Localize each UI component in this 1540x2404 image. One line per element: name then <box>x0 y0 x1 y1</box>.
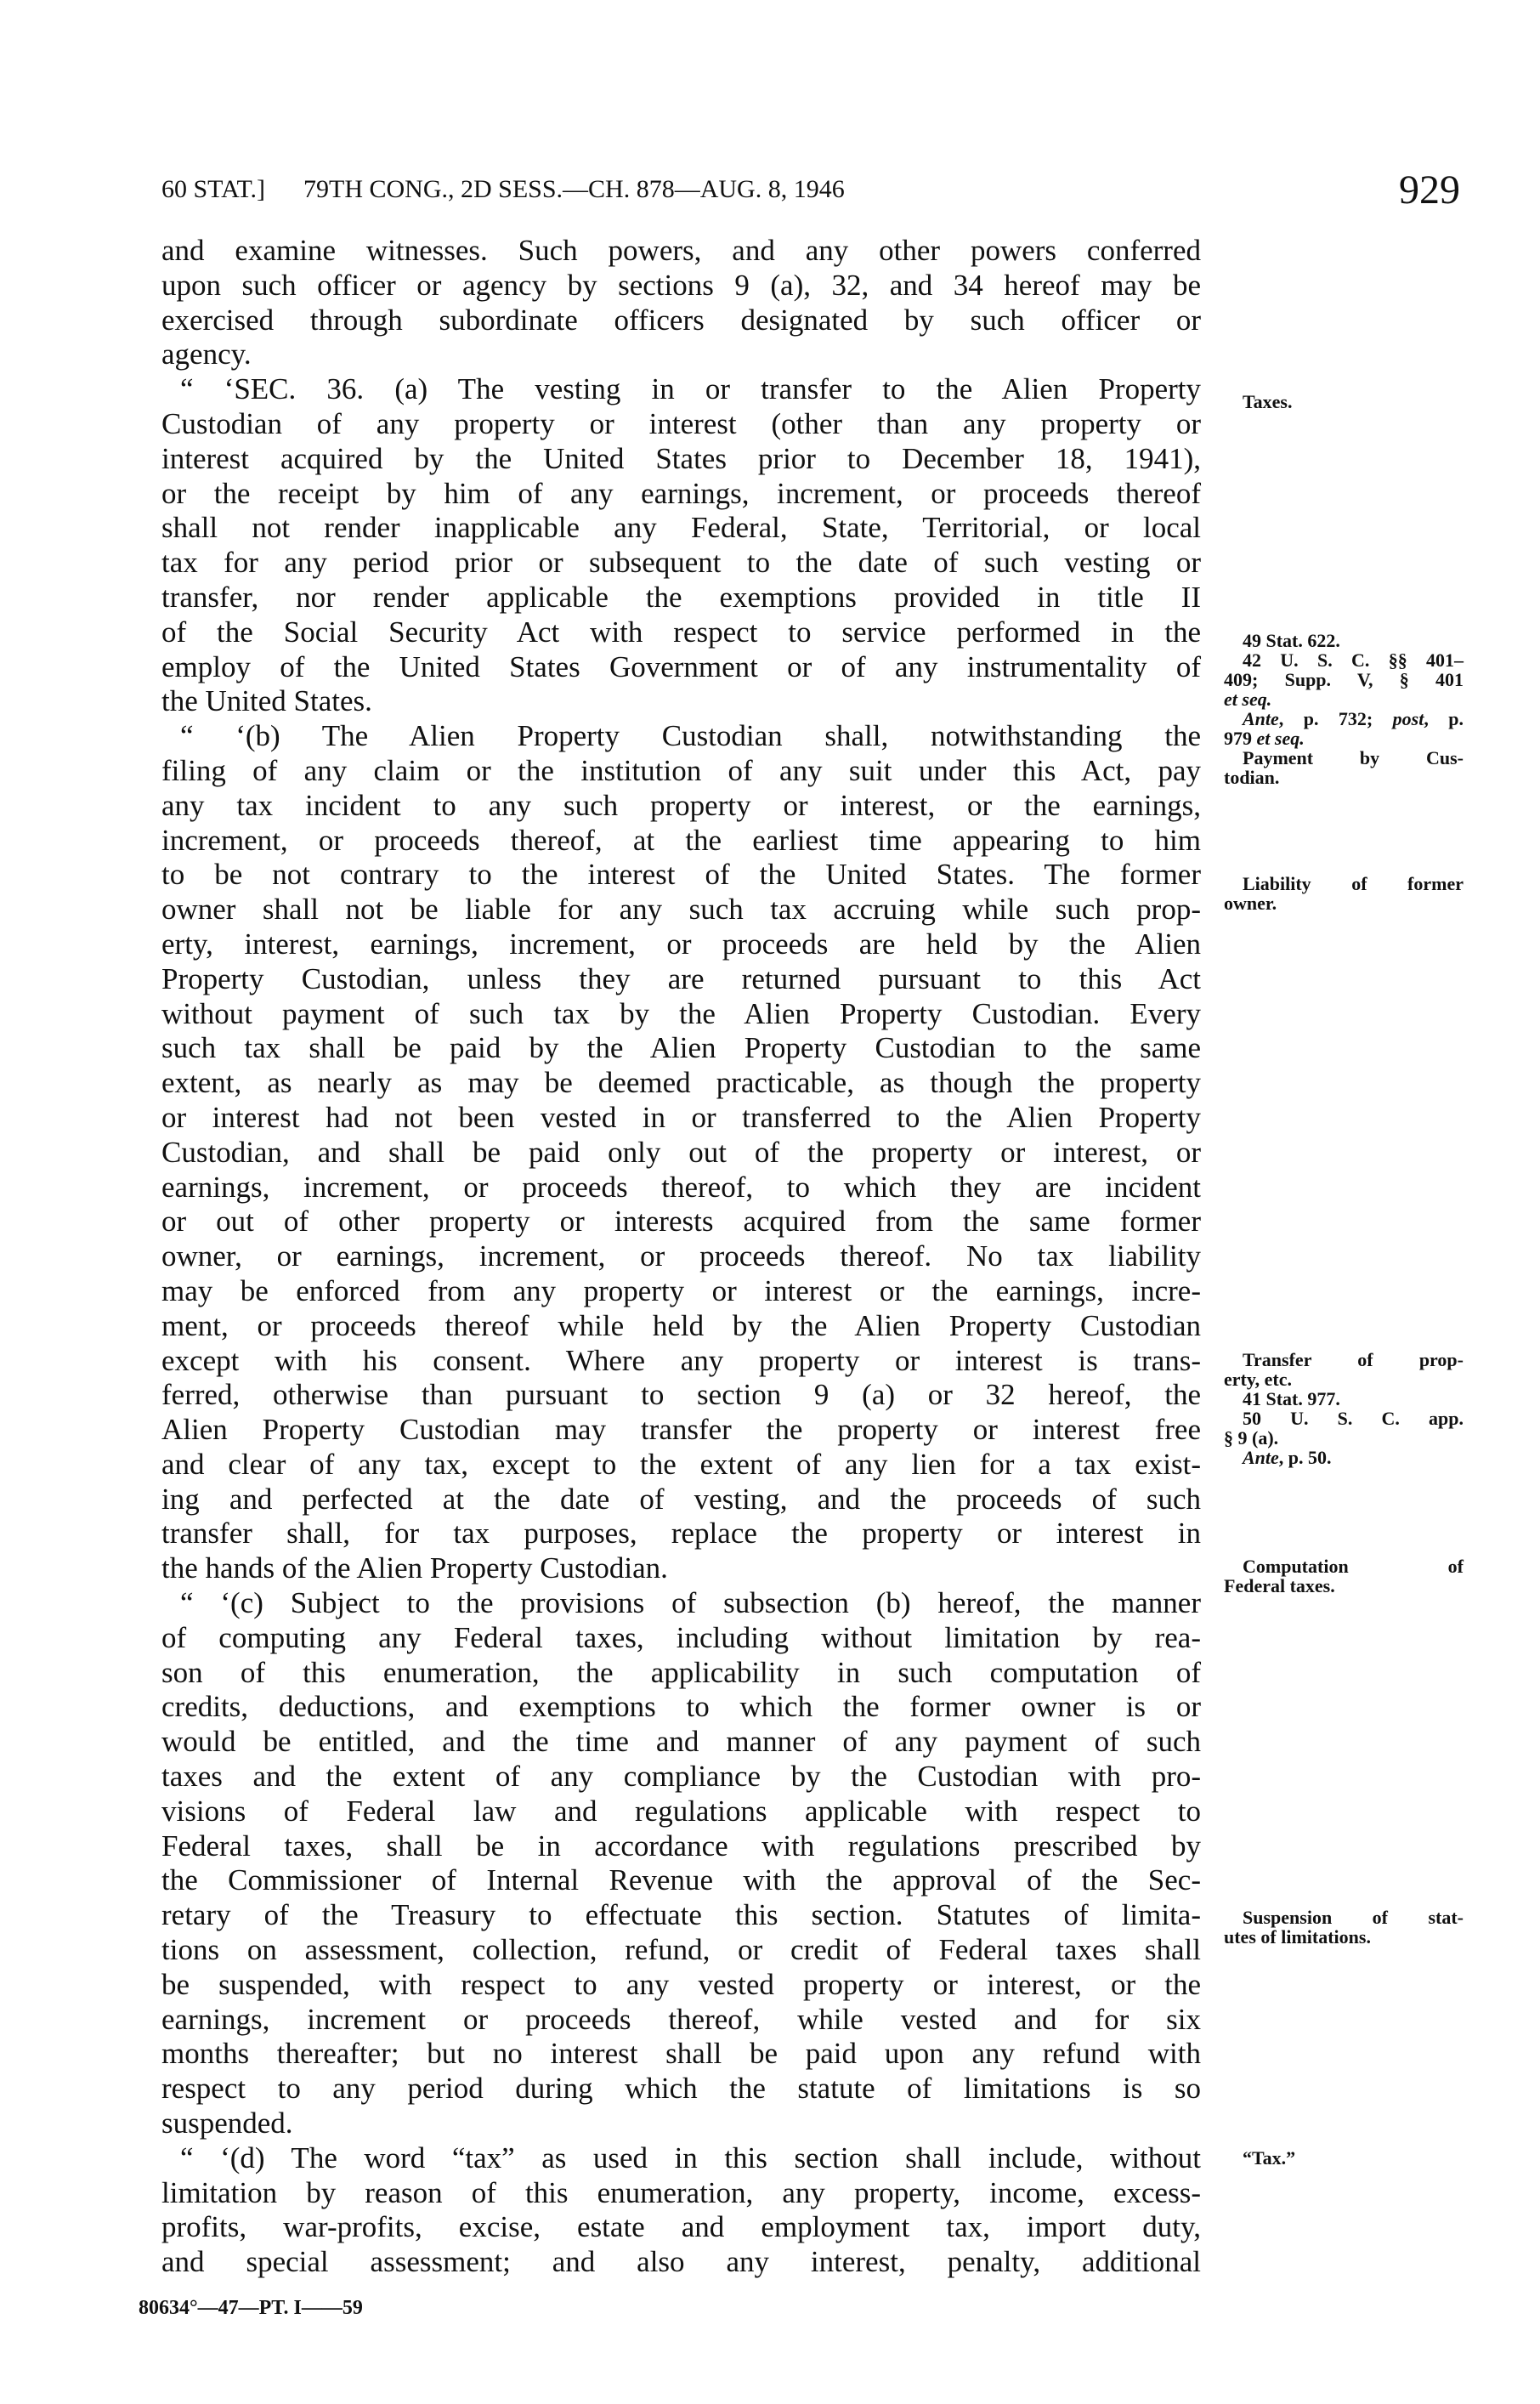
text-line: retary of the Treasury to effectuate this section. Statutes of limita- <box>161 1898 1201 1932</box>
margin-note-text: Ante <box>1243 708 1279 729</box>
printer-signature-line: 80634°—47—PT. I——59 <box>139 2297 363 2319</box>
text-line: exercised through subordinate officers designated by such officer or <box>161 303 1201 337</box>
margin-note-text: , p. 50. <box>1278 1447 1332 1468</box>
text-line: may be enforced from any property or interest or the earnings, incre- <box>161 1273 1201 1307</box>
margin-note-text: et seq. <box>1256 728 1305 749</box>
margin-note <box>1224 631 1464 787</box>
margin-note-line <box>1224 1927 1464 1947</box>
text-line: suspended. <box>161 2106 293 2140</box>
margin-note-line <box>1224 709 1464 729</box>
text-line: transfer, nor render applicable the exemptions provided in title II <box>161 580 1201 614</box>
text-line: such tax shall be paid by the Alien Property Custodian to the same <box>161 1031 1201 1065</box>
margin-note-text: 41 Stat. 977. <box>1243 1388 1340 1409</box>
margin-note-text: Taxes. <box>1243 391 1293 412</box>
margin-note-line <box>1224 631 1464 650</box>
text-line: owner, or earnings, increment, or proceeds thereof. No tax liability <box>161 1239 1201 1273</box>
text-line: Custodian of any property or interest (other than any property or <box>161 406 1201 440</box>
text-line: except with his consent. Where any property or interest is trans- <box>161 1343 1201 1377</box>
running-head-volume: 60 STAT.] <box>161 175 266 203</box>
text-line: limitation by reason of this enumeration, any property, income, excess- <box>161 2175 1201 2209</box>
text-line: credits, deductions, and exemptions to which the former owner is or <box>161 1690 1201 1724</box>
text-line: or the receipt by him of any earnings, increment, or proceeds thereof <box>161 476 1201 510</box>
margin-note-text: Liability of former <box>1243 873 1464 894</box>
text-line: ment, or proceeds thereof while held by the Alien Property Custodian <box>161 1308 1201 1342</box>
text-line: be suspended, with respect to any vested property or interest, or the <box>161 1967 1201 2001</box>
text-line: of the Social Security Act with respect to service performed in the <box>161 615 1201 649</box>
margin-note-line <box>1224 1448 1464 1467</box>
margin-note <box>1224 1908 1464 1947</box>
margin-note-line <box>1224 729 1464 748</box>
margin-note-line <box>1224 650 1464 670</box>
text-line: increment, or proceeds thereof, at the earliest time appearing to him <box>161 823 1201 857</box>
margin-note <box>1224 392 1464 411</box>
margin-note-line <box>1224 2148 1464 2168</box>
text-line: to be not contrary to the interest of the United States. The former <box>161 858 1201 892</box>
margin-note-text: 42 U. S. C. §§ 401– <box>1243 649 1464 671</box>
text-line: months thereafter; but no interest shall be paid upon any refund with <box>161 2037 1201 2071</box>
margin-note-text: 50 U. S. C. app. <box>1243 1408 1464 1429</box>
margin-note-line <box>1224 1428 1464 1448</box>
text-line: “ ‘(d) The word “tax” as used in this section shall include, without <box>180 2140 1201 2174</box>
margin-note-line <box>1224 1389 1464 1409</box>
margin-note-text: Ante <box>1243 1447 1279 1468</box>
text-line: or out of other property or interests acquired from the same former <box>161 1205 1201 1239</box>
text-line: and examine witnesses. Such powers, and any other powers conferred <box>161 234 1201 267</box>
text-line: “ ‘(c) Subject to the provisions of subsection (b) hereof, the manner <box>180 1586 1201 1620</box>
margin-note-text: todian. <box>1224 767 1280 788</box>
text-line: transfer shall, for tax purposes, replace the property or interest in <box>161 1517 1201 1551</box>
margin-note-text: § 9 (a). <box>1224 1427 1279 1449</box>
text-line: “ ‘SEC. 36. (a) The vesting in or transfer to the Alien Property <box>180 372 1201 406</box>
margin-note-text: 49 Stat. 622. <box>1243 630 1340 651</box>
text-line: son of this enumeration, the applicability in such computation of <box>161 1655 1201 1689</box>
text-line: and clear of any tax, except to the extent of any lien for a tax exist- <box>161 1447 1201 1481</box>
margin-note-text: 409; Supp. V, § 401 <box>1224 669 1464 690</box>
margin-note-text: 979 <box>1224 728 1257 749</box>
text-line: shall not render inapplicable any Federal, State, Territorial, or local <box>161 511 1201 545</box>
margin-note-text: owner. <box>1224 893 1277 914</box>
text-line: interest acquired by the United States prior to December 18, 1941), <box>161 441 1201 475</box>
margin-note-text: , p. <box>1424 708 1464 729</box>
margin-note-text: erty, etc. <box>1224 1369 1292 1390</box>
text-line: Property Custodian, unless they are returned pursuant to this Act <box>161 961 1201 995</box>
margin-note-text: post <box>1392 708 1424 729</box>
margin-note-line <box>1224 1369 1464 1389</box>
text-line: earnings, increment or proceeds thereof, while vested and for six <box>161 2002 1201 2036</box>
margin-note-line <box>1224 689 1464 709</box>
text-line: of computing any Federal taxes, including without limitation by rea- <box>161 1620 1201 1654</box>
text-line: the hands of the Alien Property Custodian. <box>161 1551 668 1585</box>
text-line: ferred, otherwise than pursuant to section 9 (a) or 32 hereof, the <box>161 1378 1201 1412</box>
page-number: 929 <box>1399 167 1460 213</box>
margin-note-line <box>1224 1556 1464 1576</box>
text-line: owner shall not be liable for any such tax accruing while such prop- <box>161 893 1201 927</box>
text-line: ing and perfected at the date of vesting, and the proceeds of such <box>161 1482 1201 1516</box>
margin-note <box>1224 1350 1464 1467</box>
margin-note-text: utes of limitations. <box>1224 1926 1371 1948</box>
text-line: taxes and the extent of any compliance by the Custodian with pro- <box>161 1760 1201 1794</box>
margin-note-text: Transfer of prop- <box>1243 1349 1464 1370</box>
text-line: visions of Federal law and regulations applicable with respect to <box>161 1794 1201 1828</box>
margin-note-text: Payment by Cus- <box>1243 747 1464 768</box>
margin-note-line <box>1224 748 1464 768</box>
text-line: tax for any period prior or subsequent to the date of such vesting or <box>161 546 1201 580</box>
text-line: would be entitled, and the time and manner of any payment of such <box>161 1725 1201 1759</box>
text-line: without payment of such tax by the Alien Property Custodian. Every <box>161 996 1201 1030</box>
margin-note-line <box>1224 893 1464 913</box>
text-line: extent, as nearly as may be deemed practicable, as though the property <box>161 1066 1201 1100</box>
text-line: Federal taxes, shall be in accordance with regulations prescribed by <box>161 1829 1201 1863</box>
text-line: erty, interest, earnings, increment, or proceeds are held by the Alien <box>161 927 1201 961</box>
margin-note-text: Suspension of stat- <box>1243 1907 1464 1928</box>
text-line: employ of the United States Government or of any instrumentality of <box>161 649 1201 683</box>
text-line: tions on assessment, collection, refund, or credit of Federal taxes shall <box>161 1933 1201 1967</box>
text-line: profits, war-profits, excise, estate and employment tax, import duty, <box>161 2210 1201 2244</box>
statute-body-text <box>161 234 1201 2280</box>
text-line: any tax incident to any such property or interest, or the earnings, <box>161 788 1201 822</box>
margin-note-line <box>1224 670 1464 689</box>
text-line: and special assessment; and also any interest, penalty, additional <box>161 2245 1201 2279</box>
margin-note <box>1224 1556 1464 1596</box>
text-line: filing of any claim or the institution of any suit under this Act, pay <box>161 753 1201 787</box>
margin-note-line <box>1224 768 1464 787</box>
text-line: or interest had not been vested in or transferred to the Alien Property <box>161 1100 1201 1134</box>
margin-note-text: “Tax.” <box>1243 2147 1296 2169</box>
margin-note-line <box>1224 1409 1464 1428</box>
margin-note <box>1224 874 1464 913</box>
margin-note-line <box>1224 1908 1464 1927</box>
text-line: agency. <box>161 337 252 371</box>
text-line: respect to any period during which the statute of limitations is so <box>161 2072 1201 2106</box>
margin-note-text: et seq. <box>1224 689 1272 710</box>
text-line: upon such officer or agency by sections 9 (a), 32, and 34 hereof may be <box>161 268 1201 302</box>
margin-note-line <box>1224 1350 1464 1369</box>
text-line: “ ‘(b) The Alien Property Custodian shall, notwithstanding the <box>180 719 1201 753</box>
margin-note <box>1224 2148 1464 2168</box>
text-line: the United States. <box>161 684 372 718</box>
margin-note-line <box>1224 392 1464 411</box>
text-line: Alien Property Custodian may transfer the property or interest free <box>161 1413 1201 1447</box>
margin-note-line <box>1224 1576 1464 1596</box>
text-line: the Commissioner of Internal Revenue with the approval of the Sec- <box>161 1863 1201 1897</box>
margin-note-text: , p. 732; <box>1278 708 1393 729</box>
text-line: earnings, increment, or proceeds thereof, to which they are incident <box>161 1170 1201 1204</box>
margin-note-line <box>1224 874 1464 893</box>
running-head-title: 79TH CONG., 2D SESS.—CH. 878—AUG. 8, 1946 <box>303 175 845 203</box>
text-line: Custodian, and shall be paid only out of the property or interest, or <box>161 1135 1201 1169</box>
margin-note-text: Federal taxes. <box>1224 1575 1335 1596</box>
margin-note-text: Computation of <box>1243 1556 1464 1577</box>
